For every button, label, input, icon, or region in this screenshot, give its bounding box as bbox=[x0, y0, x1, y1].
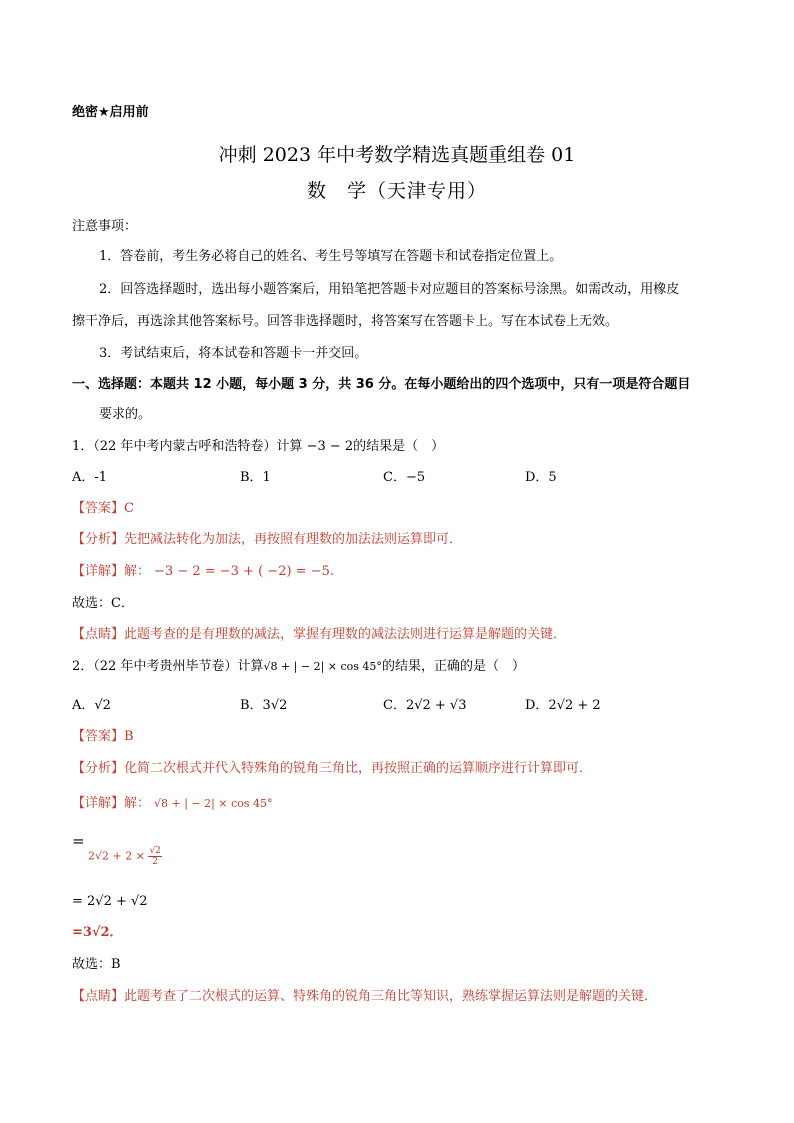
q2-step-1-fraction bbox=[148, 846, 161, 867]
q2-option-b: B．3√2 bbox=[240, 698, 288, 713]
q2-option-a: A．√2 bbox=[72, 698, 111, 713]
q2-stem-suffix: 的结果，正确的是（ ） bbox=[381, 659, 525, 674]
q2-step-1-numerator: √2 bbox=[149, 846, 161, 856]
notes-item-2: 2．回答选择题时，选出每小题答案后，用铅笔把答题卡对应题目的答案标号涂黑。如需改动，用橡皮 bbox=[99, 282, 680, 297]
q1-option-c: C．−5 bbox=[383, 470, 426, 485]
q2-comment-text: 此题考查了二次根式的运算、特殊角的锐角三角比等知识，熟练掌握运算法则是解题的关键． bbox=[124, 989, 658, 1004]
q1-option-b: B．1 bbox=[240, 470, 271, 485]
q2-option-d: D．2√2 + 2 bbox=[525, 698, 601, 713]
q1-detail bbox=[72, 563, 334, 581]
q2-step-1-main: 2√2 + 2 × bbox=[88, 849, 149, 863]
q2-answer-value: B bbox=[124, 729, 134, 744]
q2-analysis-text: 化简二次根式并代入特殊角的锐角三角比，再按照正确的运算顺序进行计算即可． bbox=[124, 761, 593, 776]
analysis-tag: 【分析】 bbox=[72, 532, 125, 547]
notes-item-3: 3．考试结束后，将本试卷和答题卡一并交回。 bbox=[99, 346, 368, 361]
q2-step-1-denominator: 2 bbox=[152, 857, 159, 867]
paper-subtitle: 数 学（天津专用） bbox=[306, 180, 487, 202]
q2-detail-prefix: 解： bbox=[124, 796, 151, 811]
q2-answer bbox=[72, 728, 134, 746]
q1-answer bbox=[72, 500, 134, 518]
q1-comment-text: 此题考查的是有理数的减法，掌握有理数的减法法则进行运算是解题的关键． bbox=[124, 627, 567, 642]
section-heading: 一、选择题：本题共 12 小题，每小题 3 分，共 36 分。在每小题给出的四个选项中，只有一项是符合题目 bbox=[72, 377, 691, 392]
confidential-label: 绝密★启用前 bbox=[72, 105, 149, 120]
q2-stem bbox=[72, 658, 525, 676]
q2-detail bbox=[72, 795, 273, 813]
q1-option-a: A．-1 bbox=[72, 470, 108, 485]
q2-detail-expr: √8 + | − 2| × cos 45° bbox=[154, 797, 273, 810]
q2-choice: 故选：B bbox=[72, 957, 121, 972]
q1-option-d: D．5 bbox=[525, 470, 557, 485]
q2-step-3: =3√2． bbox=[72, 925, 123, 940]
q1-detail-expr: −3 − 2 = −3 + ( −2) = −5. bbox=[154, 564, 334, 579]
q2-stem-expr: √8 + | − 2| × cos 45° bbox=[263, 660, 382, 673]
q2-step-equals: = bbox=[72, 832, 85, 850]
q1-stem: 1．（22 年中考内蒙古呼和浩特卷）计算 −3 − 2的结果是（ ） bbox=[72, 439, 445, 454]
q1-comment bbox=[72, 626, 566, 644]
q2-comment bbox=[72, 988, 657, 1006]
q1-analysis-text: 先把减法转化为加法，再按照有理数的加法法则运算即可． bbox=[124, 532, 463, 547]
q1-choice: 故选：C． bbox=[72, 596, 134, 611]
answer-tag: 【答案】 bbox=[72, 501, 125, 516]
analysis-tag: 【分析】 bbox=[72, 761, 125, 776]
q2-step-1 bbox=[88, 846, 162, 867]
q1-answer-value: C bbox=[124, 501, 134, 516]
notes-item-1: 1．答卷前，考生务必将自己的姓名、考生号等填写在答题卡和试卷指定位置上。 bbox=[99, 249, 563, 264]
notes-item-2-cont: 擦干净后，再选涂其他答案标号。回答非选择题时，将答案写在答题卡上。写在本试卷上无效。 bbox=[72, 314, 619, 329]
q2-step-2: = 2√2 + √2 bbox=[72, 894, 148, 909]
answer-tag: 【答案】 bbox=[72, 729, 125, 744]
paper-title: 冲刺 2023 年中考数学精选真题重组卷 01 bbox=[218, 144, 576, 166]
comment-tag: 【点睛】 bbox=[72, 989, 125, 1004]
notes-heading: 注意事项： bbox=[72, 219, 138, 234]
comment-tag: 【点睛】 bbox=[72, 627, 125, 642]
q1-analysis bbox=[72, 531, 462, 549]
q2-stem-prefix: 2．（22 年中考贵州毕节卷）计算 bbox=[72, 659, 264, 674]
q1-detail-prefix: 解： bbox=[124, 564, 151, 579]
section-heading-cont: 要求的。 bbox=[99, 407, 152, 422]
q2-option-c: C．2√2 + √3 bbox=[383, 698, 467, 713]
q2-analysis bbox=[72, 760, 592, 778]
detail-tag: 【详解】 bbox=[72, 796, 125, 811]
detail-tag: 【详解】 bbox=[72, 564, 125, 579]
